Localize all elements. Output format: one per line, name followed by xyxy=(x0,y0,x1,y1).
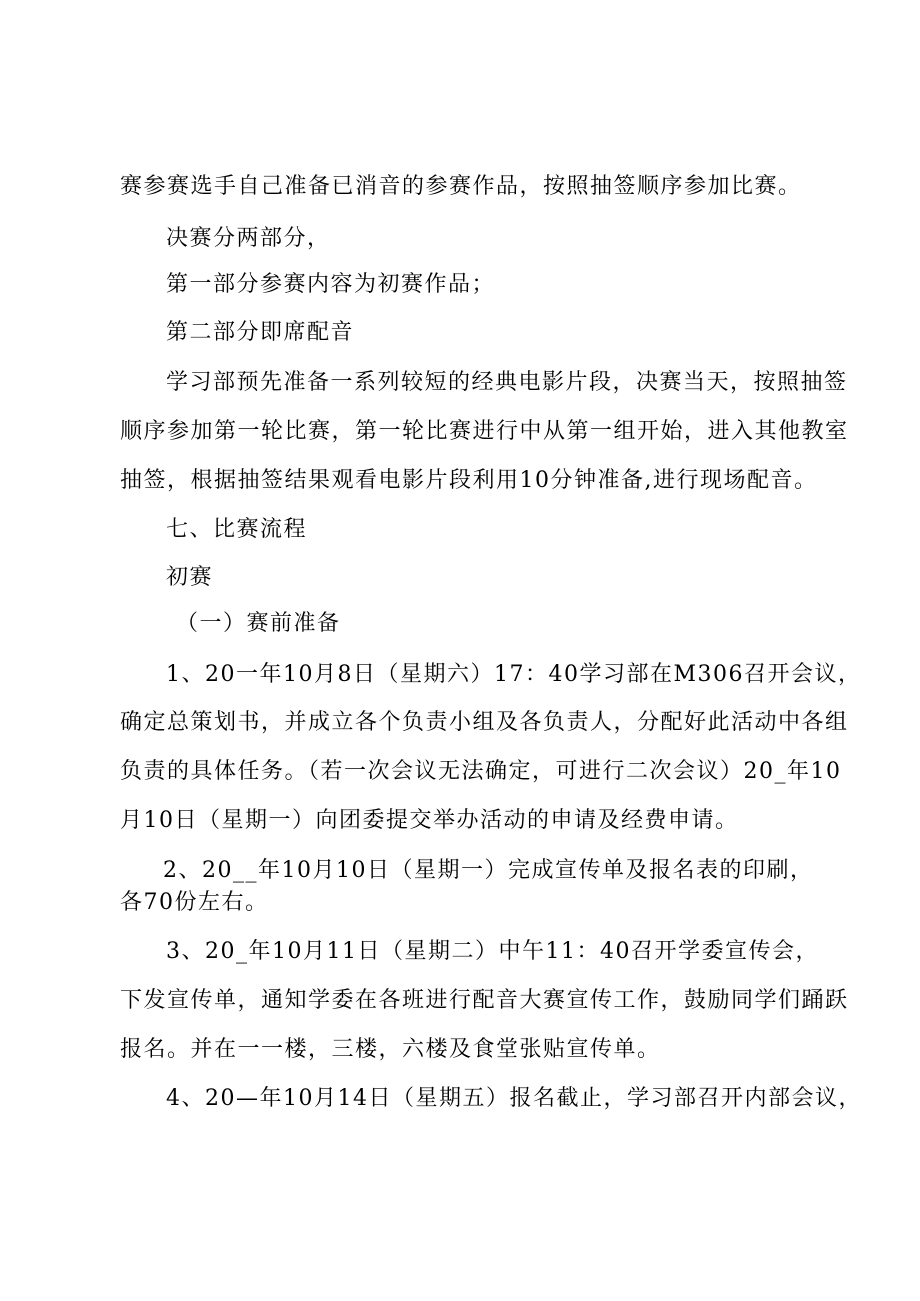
subsection-heading: （一）赛前准备 xyxy=(176,611,341,636)
text-line: 下发宣传单，通知学委在各班进行配音大赛宣传工作，鼓励同学们踊跃 xyxy=(120,988,849,1013)
text-line: 学习部预先准备一系列较短的经典电影片段，决赛当天，按照抽签 xyxy=(166,370,848,395)
text-line: 决赛分两部分， xyxy=(166,226,331,251)
text-line: 第一部分参赛内容为初赛作品； xyxy=(166,272,496,297)
text-line: 4、20—年10月14日（星期五）报名截止，学习部召开内部会议， xyxy=(166,1086,862,1111)
text-line: 1、20一年10月8日（星期六）17：40学习部在M306召开会议， xyxy=(166,662,862,687)
text-line: 报名。并在一一楼，三楼，六楼及食堂张贴宣传单。 xyxy=(120,1037,661,1062)
text-line: 顺序参加第一轮比赛，第一轮比赛进行中从第一组开始，进入其他教室 xyxy=(120,419,849,444)
section-heading: 七、比赛流程 xyxy=(166,517,308,542)
text-line: 各70份左右。 xyxy=(120,890,269,915)
text-line: 第二部分即席配音 xyxy=(166,320,355,345)
text-line: 确定总策划书，并成立各个负责小组及各负责人，分配好此活动中各组 xyxy=(120,710,849,735)
subsection-heading: 初赛 xyxy=(166,565,214,590)
text-line: 负责的具体任务。（若一次会议无法确定，可进行二次会议）20_年10 xyxy=(120,759,842,784)
text-line: 赛参赛选手自己准备已消音的参赛作品，按照抽签顺序参加比赛。 xyxy=(120,174,802,199)
text-line: 3、20_年10月11日（星期二）中午11：40召开学委宣传会， xyxy=(166,939,819,964)
text-line: 月10日（星期一）向团委提交举办活动的申请及经费申请。 xyxy=(120,808,739,833)
text-line: 抽签，根据抽签结果观看电影片段利用10分钟准备,进行现场配音。 xyxy=(120,468,818,493)
text-line: 2、20__年10月10日（星期一）完成宣传单及报名表的印刷， xyxy=(163,858,814,883)
